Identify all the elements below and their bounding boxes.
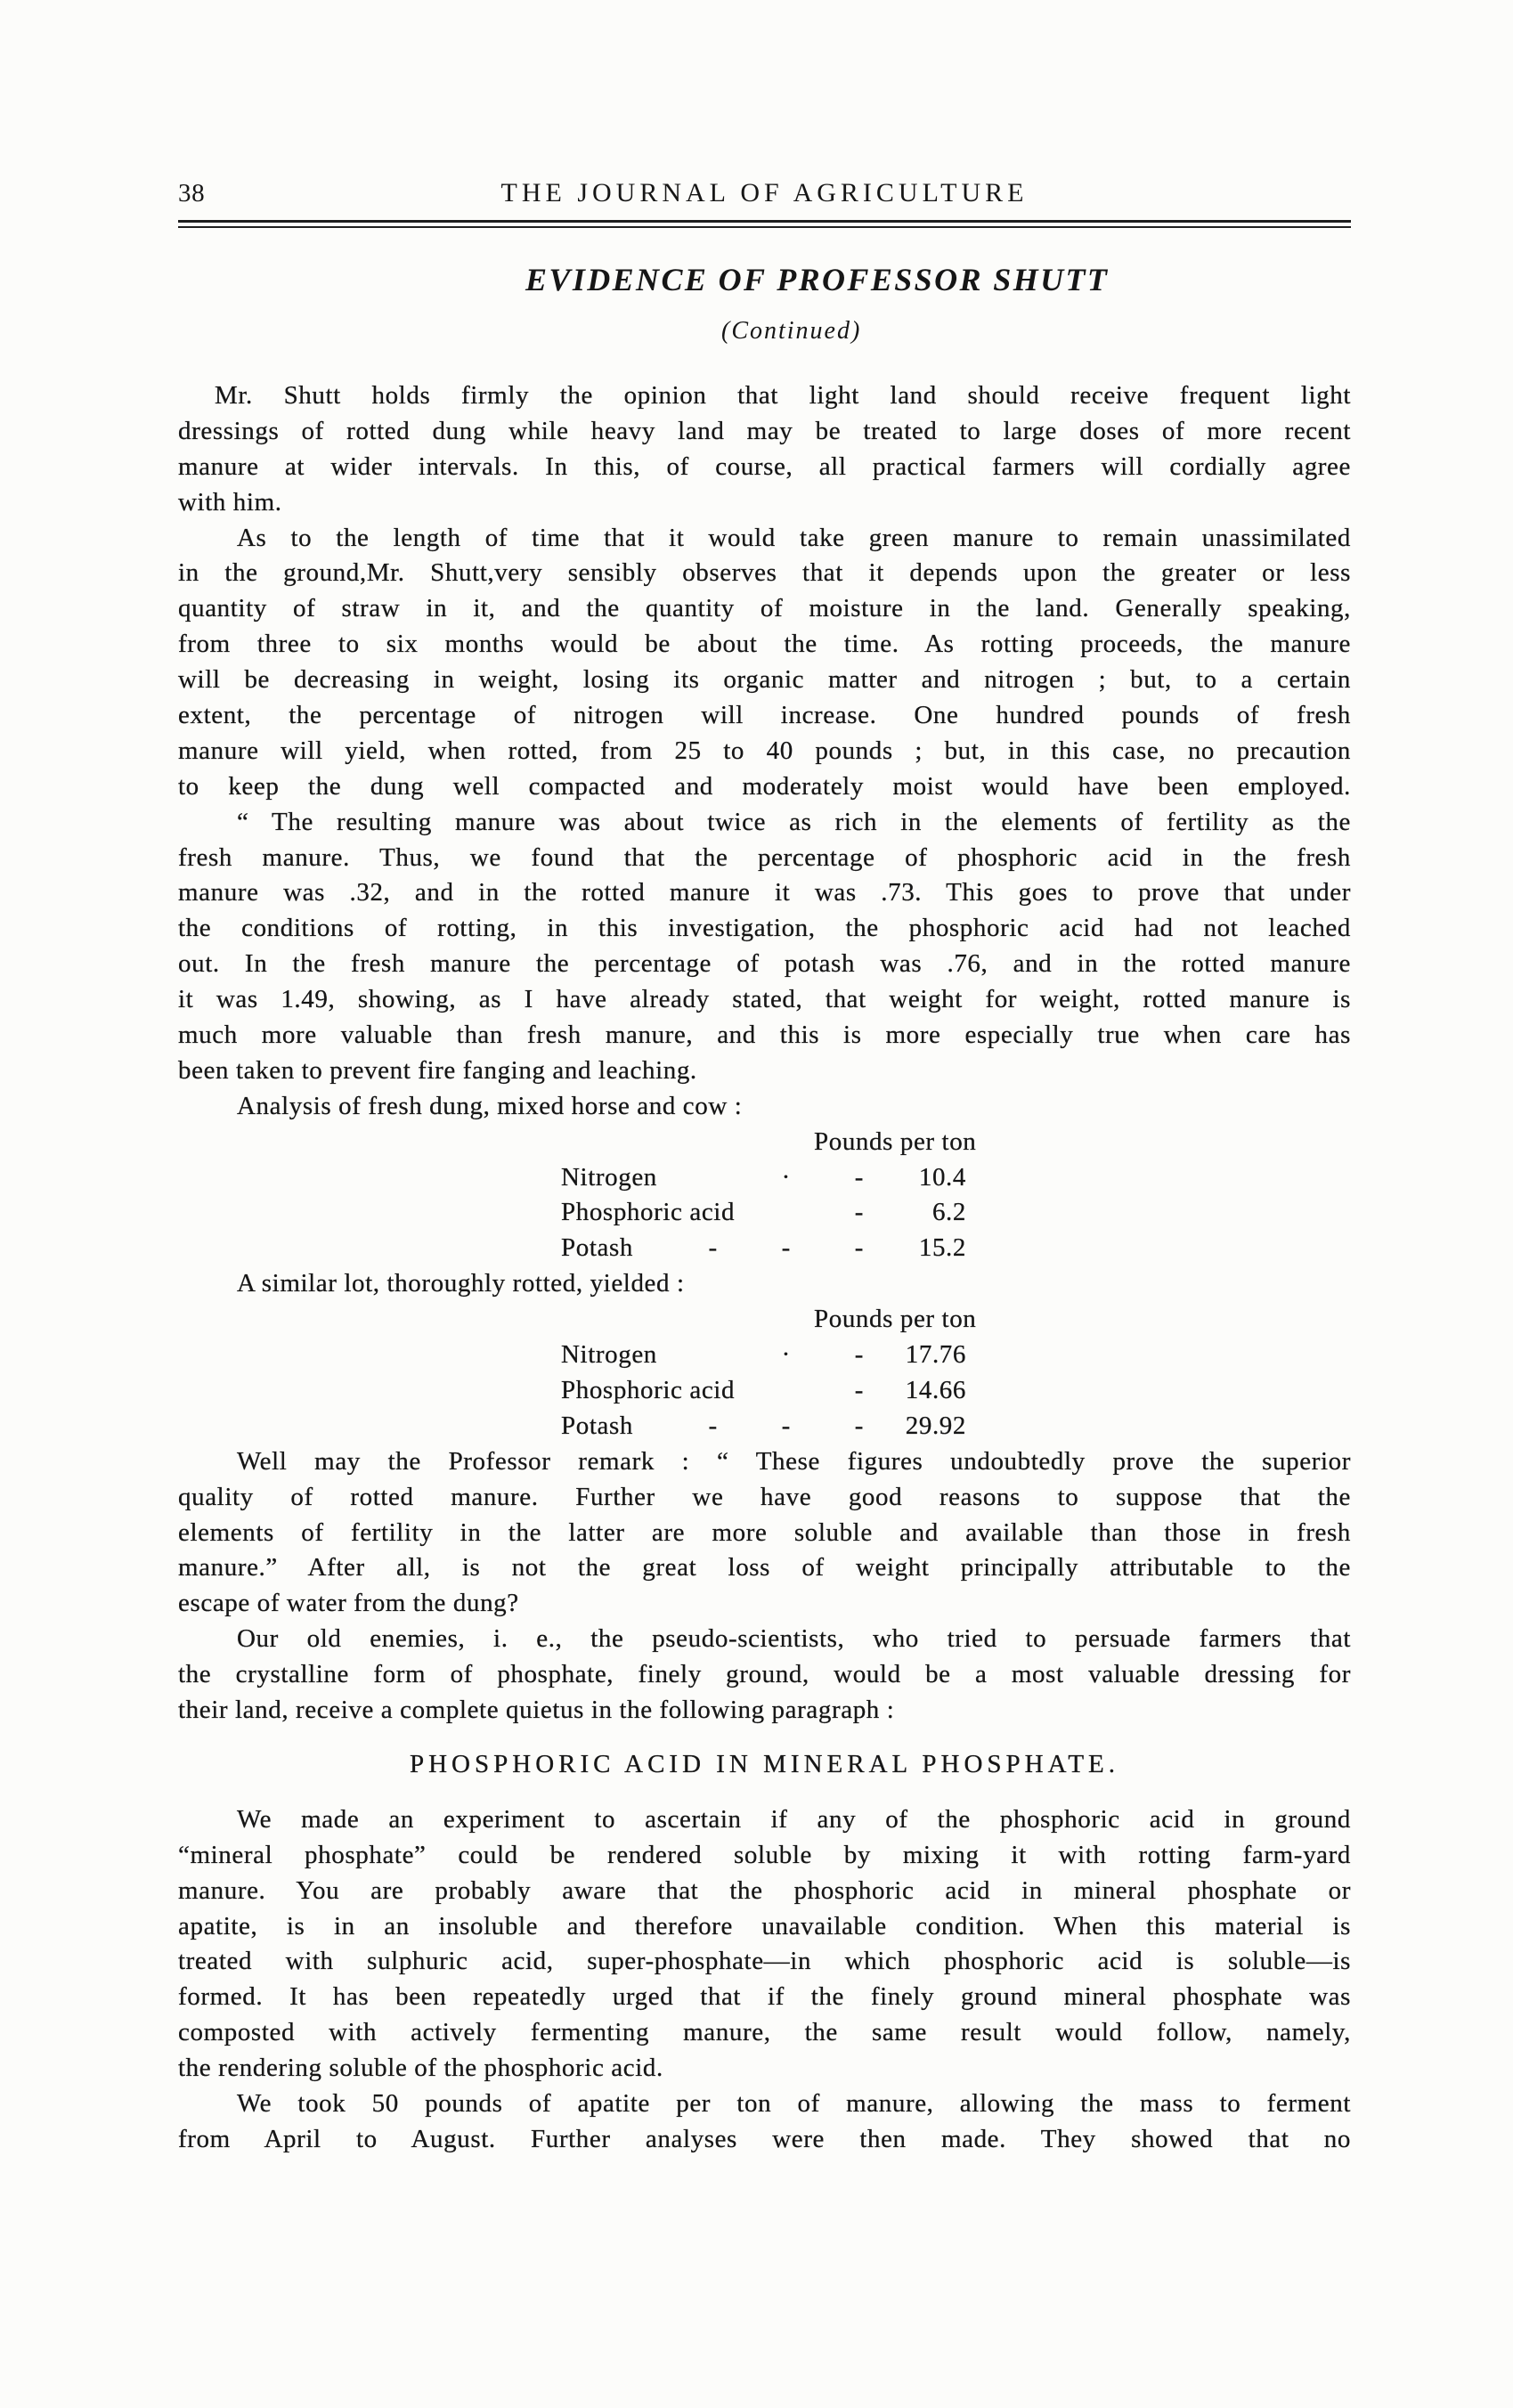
row-value: 6.2	[931, 1198, 966, 1227]
row-value: 10.4	[918, 1162, 966, 1192]
text-line: extent, the percentage of nitrogen will increase. One hundred pounds of fresh	[178, 701, 1351, 730]
table-row	[178, 1195, 1351, 1231]
table-row	[178, 1409, 1351, 1444]
text-line: manure will yield, when rotted, from 25 to 40 pounds ; but, in this case, no precaution	[178, 736, 1351, 765]
paragraph-7	[178, 2087, 1351, 2158]
journal-title: THE JOURNAL OF AGRICULTURE	[500, 178, 1029, 207]
section-heading: PHOSPHORIC ACID IN MINERAL PHOSPHATE.	[409, 1749, 1120, 1778]
text-line: Well may the Professor remark : “ These figures undoubtedly prove the superior	[237, 1446, 1351, 1476]
text-line: fresh manure. Thus, we found that the percentage of phosphoric acid in the fresh	[178, 842, 1351, 872]
paragraph-1	[178, 378, 1351, 521]
row-value: 17.76	[905, 1340, 966, 1370]
article-body	[178, 378, 1351, 2158]
paragraph-2	[178, 521, 1351, 805]
text-line: We took 50 pounds of apatite per ton of manure, allowing the mass to ferment	[237, 2088, 1351, 2118]
text-line: “ The resulting manure was about twice as rich in the elements of fertility as the	[237, 807, 1351, 836]
text-line: to keep the dung well compacted and moderately moist would have been employed.	[178, 771, 1351, 801]
paragraph-3	[178, 805, 1351, 1089]
rotted-dung-table	[178, 1302, 1351, 1444]
text-line: manure at wider intervals. In this, of course, all practical farmers will cordially agree	[178, 452, 1351, 481]
text-line: treated with sulphuric acid, super-phosphate—in which phosphoric acid is soluble—is	[178, 1947, 1351, 1976]
table-row	[178, 1160, 1351, 1196]
paragraph-4	[178, 1444, 1351, 1622]
text-line: formed. It has been repeatedly urged that if the finely ground mineral phosphate was	[178, 1982, 1351, 2012]
text-line: dressings of rotted dung while heavy land may be treated to large doses of more recent	[178, 416, 1351, 445]
row-value: 14.66	[905, 1375, 966, 1404]
text-line: Our old enemies, i. e., the pseudo-scientists, who tried to persuade farmers that	[237, 1624, 1351, 1654]
row-leader: - - -	[708, 1233, 864, 1263]
text-line: As to the length of time that it would take green manure to remain unassimilated	[237, 523, 1351, 552]
page-number: 38	[178, 179, 206, 207]
row-leader: -	[854, 1375, 864, 1404]
text-line: apatite, is in an insoluble and therefore unavailable condition. When this material is	[178, 1911, 1351, 1940]
text-line: composted with actively fermenting manure, the same result would follow, namely,	[178, 2018, 1351, 2047]
row-leader: - - -	[708, 1411, 864, 1440]
table-unit-header	[178, 1302, 1351, 1338]
text-line: in the ground,Mr. Shutt,very sensibly observes that it depends upon the greater or less	[178, 558, 1351, 588]
text-line: the conditions of rotting, in this investigation, the phosphoric acid had not leached	[178, 914, 1351, 943]
table-row	[178, 1373, 1351, 1409]
text-line: manure. You are probably aware that the phosphoric acid in mineral phosphate or	[178, 1875, 1351, 1905]
table-row	[178, 1231, 1351, 1266]
text-line: with him.	[178, 487, 282, 517]
article-title: EVIDENCE OF PROFESSOR SHUTT	[525, 262, 1110, 297]
unit-header-label: Pounds per ton	[814, 1305, 977, 1334]
row-label: Potash	[561, 1411, 633, 1440]
text-line: from April to August. Further analyses were then made. They showed that no	[178, 2124, 1351, 2153]
row-label: Phosphoric acid	[561, 1198, 736, 1227]
text-line: manure was .32, and in the rotted manure it was .73. This goes to prove that under	[178, 878, 1351, 907]
row-label: Nitrogen	[561, 1340, 657, 1370]
header-rule-thin	[178, 226, 1351, 228]
text-line: “mineral phosphate” could be rendered soluble by mixing it with rotting farm-yard	[178, 1840, 1351, 1869]
paragraph-5	[178, 1622, 1351, 1729]
unit-header-label: Pounds per ton	[814, 1127, 977, 1156]
text-line: the crystalline form of phosphate, finely ground, would be a most valuable dressing for	[178, 1660, 1351, 1689]
text-line: been taken to prevent fire fanging and leaching.	[178, 1055, 697, 1085]
text-line: elements of fertility in the latter are more soluble and available than those in fresh	[178, 1517, 1351, 1547]
row-label: Phosphoric acid	[561, 1375, 736, 1404]
paragraph-6	[178, 1802, 1351, 2087]
text-line: quantity of straw in it, and the quantity of moisture in the land. Generally speaking,	[178, 594, 1351, 623]
header-rule-thick	[178, 220, 1351, 223]
text-line: escape of water from the dung?	[178, 1589, 519, 1618]
text-line: it was 1.49, showing, as I have already stated, that weight for weight, rotted manure is	[178, 985, 1351, 1014]
text-line: their land, receive a complete quietus in the following paragraph :	[178, 1695, 895, 1724]
text-line: much more valuable than fresh manure, and this is more especially true when care has	[178, 1021, 1351, 1050]
fresh-dung-table	[178, 1125, 1351, 1267]
row-leader: -	[854, 1198, 864, 1227]
text-line: quality of rotted manure. Further we have good reasons to suppose that the	[178, 1482, 1351, 1511]
table-unit-header	[178, 1125, 1351, 1160]
running-header	[178, 175, 1351, 211]
text-line: from three to six months would be about the time. As rotting proceeds, the manure	[178, 630, 1351, 659]
fresh-analysis-intro: Analysis of fresh dung, mixed horse and cow :	[237, 1091, 743, 1120]
row-value: 29.92	[905, 1411, 966, 1440]
row-leader: · -	[781, 1162, 864, 1192]
text-line: Mr. Shutt holds firmly the opinion that light land should receive frequent light	[215, 381, 1351, 410]
article-subtitle: (Continued)	[721, 317, 862, 345]
text-line: out. In the fresh manure the percentage of potash was .76, and in the rotted manure	[178, 949, 1351, 979]
table-row	[178, 1338, 1351, 1373]
row-value: 15.2	[918, 1233, 966, 1263]
text-line: the rendering soluble of the phosphoric acid.	[178, 2054, 663, 2083]
text-line: We made an experiment to ascertain if any of the phosphoric acid in ground	[237, 1804, 1351, 1834]
text-line: manure.” After all, is not the great loss of weight principally attributable to the	[178, 1553, 1351, 1582]
text-line: will be decreasing in weight, losing its organic matter and nitrogen ; but, to a certain	[178, 665, 1351, 695]
row-label: Potash	[561, 1233, 633, 1263]
row-leader: · -	[781, 1340, 864, 1370]
row-label: Nitrogen	[561, 1162, 657, 1192]
rotted-analysis-intro: A similar lot, thoroughly rotted, yielded :	[237, 1269, 685, 1298]
